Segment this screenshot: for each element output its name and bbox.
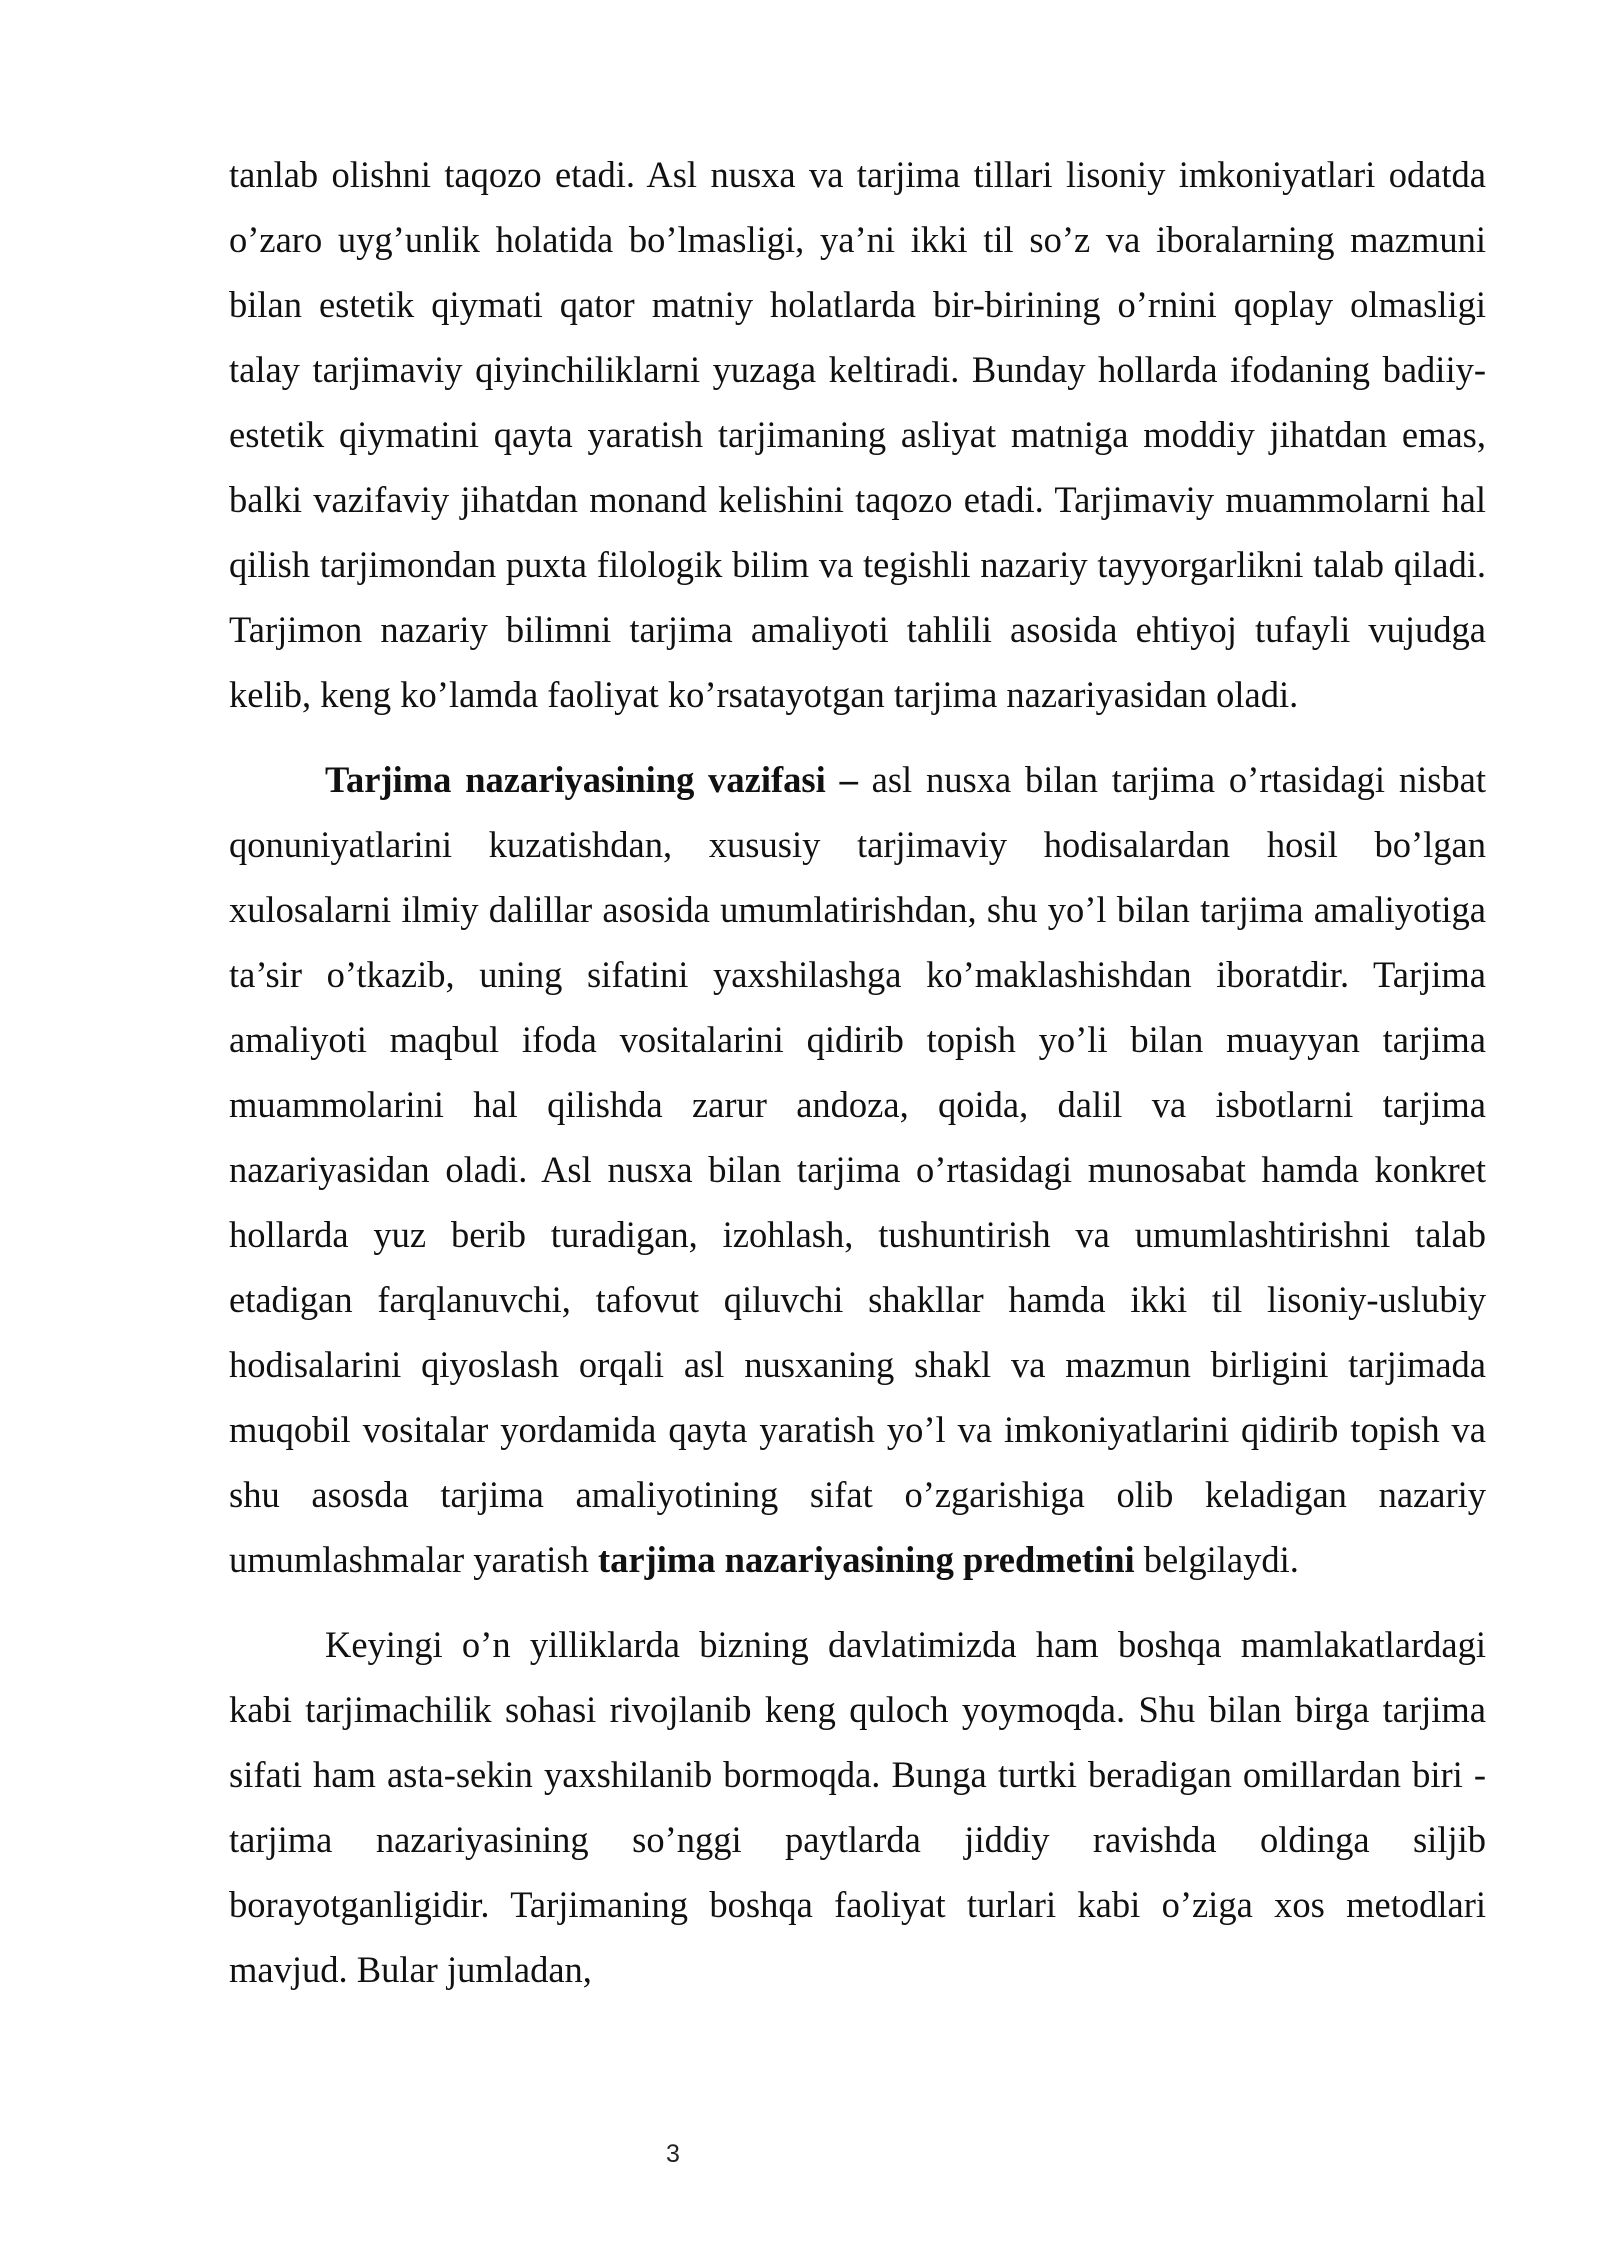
paragraph-2-text: asl nusxa bilan tarjima o’rtasidagi nisbat qonuniyatlarini kuzatishdan, xususiy tarjimaviy hodisalardan hosil bo’lgan xulosalarni ilmiy dalillar asosida umumlatirishdan, shu yo’l bilan tarjima amaliyotiga ta’sir o’tkazib, uning sifatini yaxshilashga ko’maklashishdan iboratdir. Tarjima amaliyoti maqbul ifoda vositalarini qidirib topish yo’li bilan muayyan tarjima muammolarini hal qilishda zarur andoza, qoida, dalil va isbotlarni tarjima nazariyasidan oladi. Asl nusxa bilan tarjima o’rtasidagi munosabat hamda konkret hollarda yuz berib turadigan, izohlash, tushuntirish va umumlashtirishni talab etadigan farqlanuvchi, tafovut qiluvchi shakllar hamda ikki til lisoniy-uslubiy hodisalarini qiyoslash orqali asl nusxaning shakl va mazmun birligini tarjimada muqobil vositalar yordamida qayta yaratish yo’l va imkoniyatlarini qidirib topish va shu asosda tarjima amaliyotining sifat o’zgarishiga olib keladigan nazariy umumlashmalar yaratish	[229, 759, 1487, 1580]
page-number: 3	[666, 2140, 680, 2168]
term-translation-theory-subject: tarjima nazariyasining predmetini	[597, 1539, 1135, 1580]
paragraph-1	[229, 142, 1486, 727]
paragraph-1-text: tanlab olishni taqozo etadi. Asl nusxa va tarjima tillari lisoniy imkoniyatlari odatda o’zaro uyg’unlik holatida bo’lmasligi, ya’ni ikki til so’z va iboralarning mazmuni bilan estetik qiymati qator matniy holatlarda bir-birining o’rnini qoplay olmasligi talay tarjimaviy qiyinchiliklarni yuzaga keltiradi. Bunday hollarda ifodaning badiiy-estetik qiymatini qayta yaratish tarjimaning asliyat matniga moddiy jihatdan emas, balki vazifaviy jihatdan monand kelishini taqozo etadi. Tarjimaviy muammolarni hal qilish tarjimondan puxta filologik bilim va tegishli nazariy tayyorgarlikni talab qiladi. Tarjimon nazariy bilimni tarjima amaliyoti tahlili asosida ehtiyoj tufayli vujudga kelib, keng ko’lamda faoliyat ko’rsatayotgan tarjima nazariyasidan oladi.	[229, 154, 1486, 715]
paragraph-3-text: Keyingi o’n yilliklarda bizning davlatimizda ham boshqa mamlakatlardagi kabi tarjimachilik sohasi rivojlanib keng quloch yoymoqda. Shu bilan birga tarjima sifati ham asta-sekin yaxshilanib bormoqda. Bunga turtki beradigan omillardan biri - tarjima nazariyasining so’nggi paytlarda jiddiy ravishda oldinga siljib borayotganligidir. Tarjimaning boshqa faoliyat turlari kabi o’ziga xos metodlari mavjud. Bular jumladan,	[229, 1624, 1486, 1990]
body-text	[229, 142, 1486, 2002]
paragraph-3	[229, 1612, 1486, 2002]
term-translation-theory-task: Tarjima nazariyasining vazifasi –	[325, 759, 858, 800]
paragraph-2	[229, 747, 1486, 1592]
paragraph-2-ending: belgilaydi.	[1134, 1539, 1299, 1580]
